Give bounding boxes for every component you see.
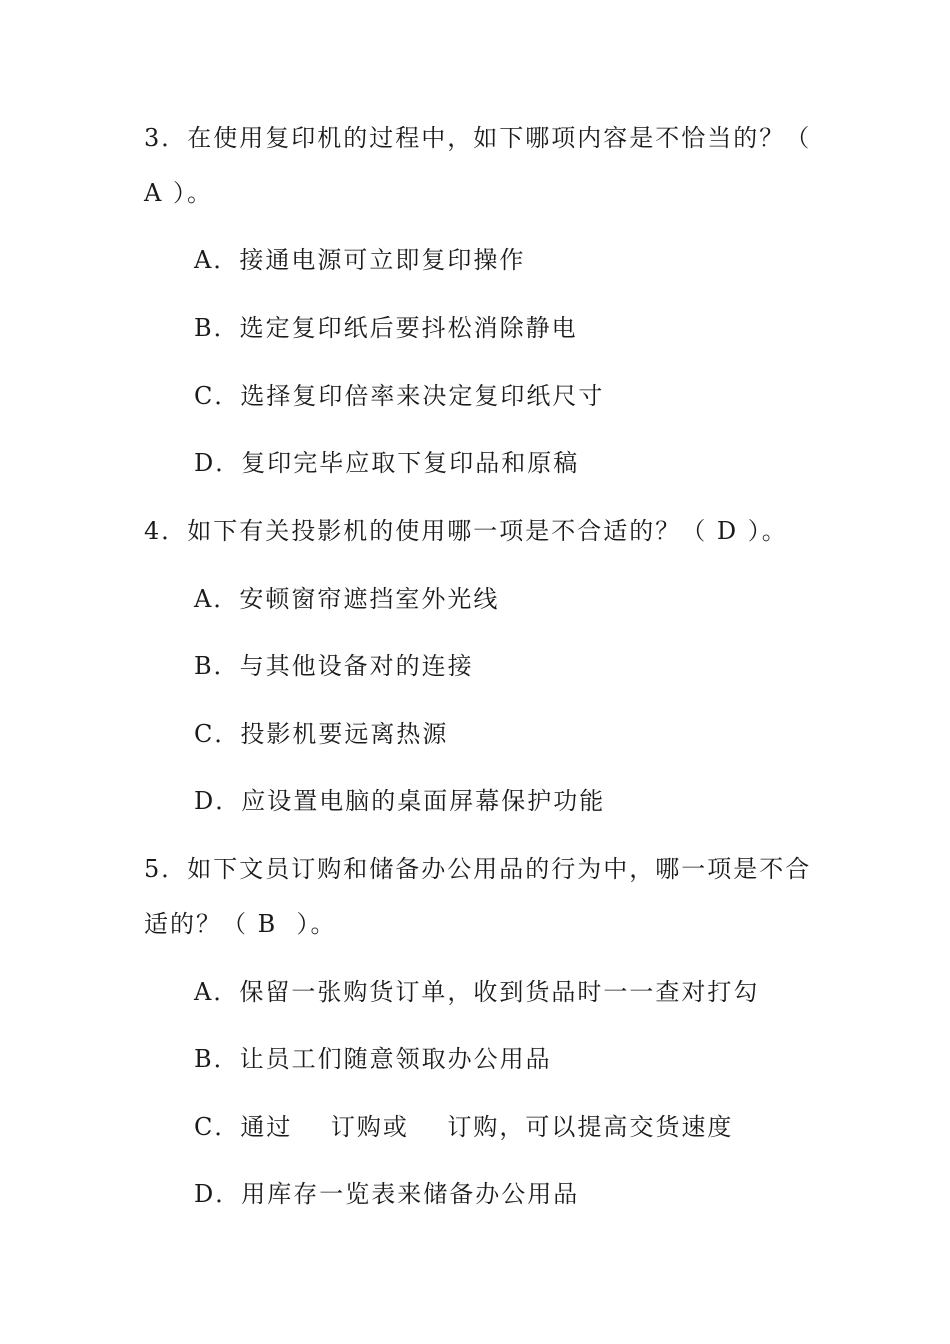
question-3-stem-line1: 3．在使用复印机的过程中，如下哪项内容是不恰当的？（ — [144, 124, 812, 152]
question-5-option-b: B．让员工们随意领取办公用品 — [194, 1045, 552, 1073]
question-5-option-c: C．通过 订购或 订购，可以提高交货速度 — [194, 1113, 734, 1141]
question-5-stem-line1: 5．如下文员订购和储备办公用品的行为中，哪一项是不合 — [144, 855, 812, 883]
question-4-option-b: B．与其他设备对的连接 — [194, 652, 474, 680]
question-5-option-d: D．用库存一览表来储备办公用品 — [194, 1180, 580, 1208]
question-5-stem-line2: 适的？（ B ）。 — [144, 910, 337, 938]
question-4-option-d: D．应设置电脑的桌面屏幕保护功能 — [194, 787, 606, 815]
question-3-option-b: B．选定复印纸后要抖松消除静电 — [194, 314, 578, 342]
question-3-option-d: D．复印完毕应取下复印品和原稿 — [194, 449, 580, 477]
question-4-stem-line1: 4．如下有关投影机的使用哪一项是不合适的？（ D ）。 — [144, 517, 788, 545]
question-3-stem-line2: A ）。 — [144, 179, 213, 207]
question-4-option-a: A．安顿窗帘遮挡室外光线 — [194, 585, 500, 613]
question-5-option-a: A．保留一张购货订单，收到货品时一一查对打勾 — [194, 978, 760, 1006]
question-3-option-c: C．选择复印倍率来决定复印纸尺寸 — [194, 382, 605, 410]
question-4-option-c: C．投影机要远离热源 — [194, 720, 449, 748]
question-3-option-a: A．接通电源可立即复印操作 — [194, 246, 526, 274]
